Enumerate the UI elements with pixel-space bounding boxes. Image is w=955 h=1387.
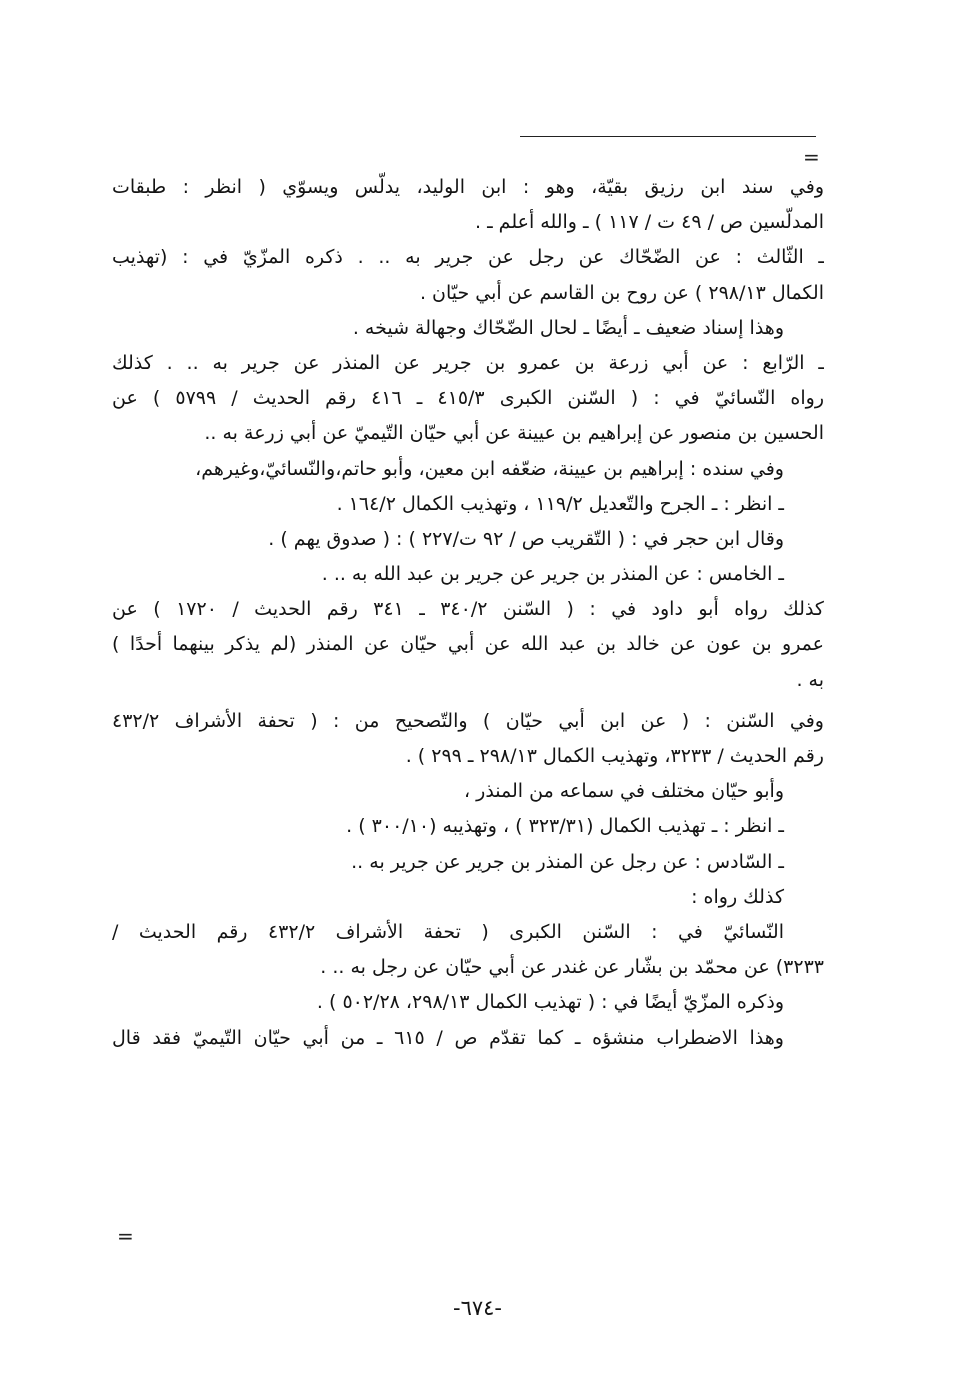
page-number: -٦٧٤- bbox=[453, 1296, 502, 1320]
footnote-separator-rule bbox=[520, 136, 816, 137]
text-line: المدلّسين ص / ٤٩ ت / ١١٧ ) ـ والله أعلم ـ . bbox=[474, 211, 824, 234]
text-line: رقم الحديث / ٣٢٣٣، وتهذيب الكمال ٢٩٨/١٣ ـ ٢٩٩ ) . bbox=[405, 745, 824, 767]
text-line: به . bbox=[796, 668, 824, 691]
text-line: ٣٢٣٣) عن محمّد بن بشّار عن غندر عن أبي حيّان عن رجل به .. . bbox=[320, 956, 824, 979]
text-line: ـ انظر : ـ الجرح والتّعديل ١١٩/٢ ، وتهذيب الكمال ١٦٤/٢ . bbox=[336, 492, 784, 515]
text-line: ـ الخامس : عن المنذر بن جرير عن جرير بن عبد الله به .. . bbox=[321, 563, 784, 586]
text-line: وفي سنده : إبراهيم بن عيينة، ضعّفه ابن معين، وأبو حاتم،والنّسائيّ،وغيرهم، bbox=[195, 457, 784, 480]
text-line: كذلك رواه : bbox=[691, 885, 784, 908]
continuation-mark-bottom: = bbox=[117, 1224, 134, 1248]
text-line: رواه النّسائيّ في : ( السّنن الكبرى ٤١٥/٣ ـ ٤١٦ رقم الحديث / ٥٧٩٩ ) عن bbox=[112, 387, 824, 410]
footnote-body bbox=[112, 170, 824, 1056]
continuation-mark-top: = bbox=[803, 145, 820, 169]
text-line: وفي السّنن : ( عن ابن أبي حيّان ) والتّصحيح من : ( تحفة الأشراف ٤٣٢/٢ bbox=[112, 709, 824, 732]
text-line: الكمال ٢٩٨/١٣ ) عن روح بن القاسم عن أبي حيّان . bbox=[419, 281, 824, 304]
text-line: وأبو حيّان مختلف في سماعه من المنذر ، bbox=[463, 780, 784, 803]
text-line: ـ الرّابع : عن أبي زرعة بن عمرو بن جرير عن المنذر عن جرير به .. . كذلك bbox=[112, 351, 824, 374]
text-line: كذلك رواه أبو داود في : ( السّنن ٣٤٠/٢ ـ ٣٤١ رقم الحديث / ١٧٢٠ ) عن bbox=[112, 598, 824, 621]
text-line: وهذا الاضطراب منشؤه ـ كما تقدّم ص / ٦١٥ ـ من أبي حيّان التّيميّ فقد قال bbox=[112, 1026, 784, 1049]
text-line: ـ انظر : ـ تهذيب الكمال (٣٢٣/٣١ ) ، وتهذيبه (٣٠٠/١٠ ) . bbox=[346, 815, 784, 838]
text-line: وفي سند ابن رزيق بقيّة، وهو : ابن الوليد، يدلّس ويسوّي ( انظر : طبقات bbox=[112, 176, 824, 198]
text-line: وهذا إسناد ضعيف ـ أيضًا ـ لحال الضّحّاك وجهالة شيخه . bbox=[352, 316, 784, 339]
text-line: النّسائيّ في : السّنن الكبرى ( تحفة الأشراف ٤٣٢/٢ رقم الحديث / bbox=[112, 920, 784, 943]
text-line: ـ السّادس : عن رجل عن المنذر بن جرير عن جرير به .. bbox=[351, 850, 784, 873]
text-line: وذكره المزّيّ أيضًا في : ( تهذيب الكمال ٢٩٨/١٣، ٥٠٢/٢٨ ) . bbox=[316, 991, 784, 1014]
text-line: عمرو بن عون عن خالد بن عبد الله عن أبي حيّان عن المنذر (لم يذكر بينهما أحدًا ) bbox=[112, 633, 824, 656]
text-line: وقال ابن حجر في : ( التّقريب ص / ٩٢ ت/٢٢٧ ) : ( صدوق يهم ) . bbox=[268, 527, 784, 550]
text-line: الحسين بن منصور عن إبراهيم بن عيينة عن أبي حيّان التّيميّ عن أبي زرعة به .. bbox=[204, 422, 824, 445]
text-line: ـ الثّالث : عن الضّحّاك عن رجل عن جرير به .. . ذكره المزّيّ في : (تهذيب bbox=[112, 246, 824, 269]
